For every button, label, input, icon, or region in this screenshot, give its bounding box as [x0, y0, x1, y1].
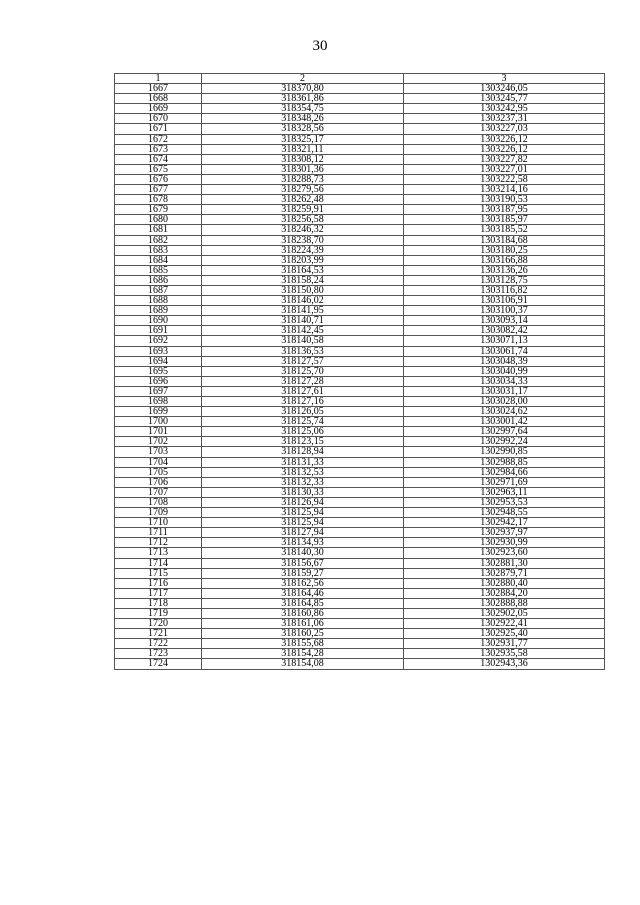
x-coordinate-cell: 318160,86	[202, 608, 404, 618]
y-coordinate-cell: 1302953,53	[404, 497, 605, 507]
table-row	[115, 629, 605, 639]
table-row	[115, 548, 605, 558]
y-coordinate-cell: 1302984,66	[404, 467, 605, 477]
point-number-cell: 1685	[115, 265, 202, 275]
x-coordinate-cell: 318348,26	[202, 114, 404, 124]
table-row	[115, 346, 605, 356]
table-row	[115, 326, 605, 336]
y-coordinate-cell: 1303082,42	[404, 326, 605, 336]
table-row	[115, 497, 605, 507]
x-coordinate-cell: 318140,30	[202, 548, 404, 558]
point-number-cell: 1716	[115, 578, 202, 588]
x-coordinate-cell: 318361,86	[202, 94, 404, 104]
point-number-cell: 1690	[115, 316, 202, 326]
x-coordinate-cell: 318288,73	[202, 174, 404, 184]
table-row	[115, 205, 605, 215]
x-coordinate-cell: 318224,39	[202, 245, 404, 255]
table-row	[115, 386, 605, 396]
table-row	[115, 457, 605, 467]
y-coordinate-cell: 1302922,41	[404, 619, 605, 629]
x-coordinate-cell: 318161,06	[202, 619, 404, 629]
table-row	[115, 245, 605, 255]
y-coordinate-cell: 1303106,91	[404, 296, 605, 306]
column-header-2: 2	[202, 74, 404, 84]
point-number-cell: 1721	[115, 629, 202, 639]
table-row	[115, 437, 605, 447]
point-number-cell: 1712	[115, 538, 202, 548]
point-number-cell: 1677	[115, 185, 202, 195]
table-row	[115, 265, 605, 275]
table-row	[115, 407, 605, 417]
y-coordinate-cell: 1303226,12	[404, 134, 605, 144]
x-coordinate-cell: 318132,53	[202, 467, 404, 477]
x-coordinate-cell: 318125,94	[202, 518, 404, 528]
point-number-cell: 1714	[115, 558, 202, 568]
y-coordinate-cell: 1302881,30	[404, 558, 605, 568]
x-coordinate-cell: 318154,28	[202, 649, 404, 659]
table-row	[115, 477, 605, 487]
y-coordinate-cell: 1303214,16	[404, 185, 605, 195]
point-number-cell: 1679	[115, 205, 202, 215]
table-row	[115, 316, 605, 326]
table-row	[115, 215, 605, 225]
y-coordinate-cell: 1303166,88	[404, 255, 605, 265]
y-coordinate-cell: 1303187,95	[404, 205, 605, 215]
x-coordinate-cell: 318127,28	[202, 376, 404, 386]
x-coordinate-cell: 318321,11	[202, 144, 404, 154]
table-row	[115, 397, 605, 407]
point-number-cell: 1703	[115, 447, 202, 457]
table-row	[115, 235, 605, 245]
x-coordinate-cell: 318141,95	[202, 306, 404, 316]
x-coordinate-cell: 318150,80	[202, 285, 404, 295]
y-coordinate-cell: 1302888,88	[404, 598, 605, 608]
table-row	[115, 255, 605, 265]
x-coordinate-cell: 318162,56	[202, 578, 404, 588]
point-number-cell: 1708	[115, 497, 202, 507]
point-number-cell: 1681	[115, 225, 202, 235]
page-number: 30	[312, 38, 328, 54]
x-coordinate-cell: 318158,24	[202, 275, 404, 285]
y-coordinate-cell: 1302925,40	[404, 629, 605, 639]
point-number-cell: 1687	[115, 285, 202, 295]
x-coordinate-cell: 318238,70	[202, 235, 404, 245]
point-number-cell: 1706	[115, 477, 202, 487]
table-body	[115, 84, 605, 669]
y-coordinate-cell: 1302971,69	[404, 477, 605, 487]
point-number-cell: 1713	[115, 548, 202, 558]
table-row	[115, 588, 605, 598]
x-coordinate-cell: 318123,15	[202, 437, 404, 447]
coordinates-table	[114, 73, 605, 670]
y-coordinate-cell: 1302937,97	[404, 528, 605, 538]
y-coordinate-cell: 1303100,37	[404, 306, 605, 316]
y-coordinate-cell: 1303222,58	[404, 174, 605, 184]
y-coordinate-cell: 1302948,55	[404, 508, 605, 518]
y-coordinate-cell: 1303040,99	[404, 366, 605, 376]
table-row	[115, 94, 605, 104]
x-coordinate-cell: 318125,74	[202, 417, 404, 427]
point-number-cell: 1698	[115, 397, 202, 407]
y-coordinate-cell: 1302931,77	[404, 639, 605, 649]
x-coordinate-cell: 318127,94	[202, 528, 404, 538]
table-row	[115, 619, 605, 629]
table-row	[115, 528, 605, 538]
y-coordinate-cell: 1303031,17	[404, 386, 605, 396]
x-coordinate-cell: 318126,94	[202, 497, 404, 507]
x-coordinate-cell: 318140,71	[202, 316, 404, 326]
y-coordinate-cell: 1303071,13	[404, 336, 605, 346]
y-coordinate-cell: 1303242,95	[404, 104, 605, 114]
x-coordinate-cell: 318259,91	[202, 205, 404, 215]
table-row	[115, 447, 605, 457]
table-row	[115, 185, 605, 195]
x-coordinate-cell: 318134,93	[202, 538, 404, 548]
x-coordinate-cell: 318130,33	[202, 487, 404, 497]
y-coordinate-cell: 1302902,05	[404, 608, 605, 618]
table-row	[115, 285, 605, 295]
y-coordinate-cell: 1303024,62	[404, 407, 605, 417]
table-row	[115, 467, 605, 477]
table-row	[115, 427, 605, 437]
point-number-cell: 1715	[115, 568, 202, 578]
x-coordinate-cell: 318246,32	[202, 225, 404, 235]
x-coordinate-cell: 318125,06	[202, 427, 404, 437]
table-row	[115, 124, 605, 134]
point-number-cell: 1702	[115, 437, 202, 447]
table-row	[115, 659, 605, 669]
y-coordinate-cell: 1302879,71	[404, 568, 605, 578]
point-number-cell: 1684	[115, 255, 202, 265]
table-row	[115, 518, 605, 528]
table-row	[115, 144, 605, 154]
y-coordinate-cell: 1303001,42	[404, 417, 605, 427]
y-coordinate-cell: 1302942,17	[404, 518, 605, 528]
y-coordinate-cell: 1303184,68	[404, 235, 605, 245]
point-number-cell: 1680	[115, 215, 202, 225]
x-coordinate-cell: 318308,12	[202, 154, 404, 164]
x-coordinate-cell: 318126,05	[202, 407, 404, 417]
point-number-cell: 1678	[115, 195, 202, 205]
point-number-cell: 1704	[115, 457, 202, 467]
x-coordinate-cell: 318142,45	[202, 326, 404, 336]
point-number-cell: 1688	[115, 296, 202, 306]
x-coordinate-cell: 318127,16	[202, 397, 404, 407]
table-row	[115, 568, 605, 578]
table-row	[115, 649, 605, 659]
table-row	[115, 356, 605, 366]
point-number-cell: 1718	[115, 598, 202, 608]
table-row	[115, 275, 605, 285]
y-coordinate-cell: 1302884,20	[404, 588, 605, 598]
y-coordinate-cell: 1303245,77	[404, 94, 605, 104]
table-row	[115, 154, 605, 164]
point-number-cell: 1697	[115, 386, 202, 396]
column-header-1: 1	[115, 74, 202, 84]
point-number-cell: 1686	[115, 275, 202, 285]
y-coordinate-cell: 1303237,31	[404, 114, 605, 124]
point-number-cell: 1717	[115, 588, 202, 598]
point-number-cell: 1674	[115, 154, 202, 164]
point-number-cell: 1694	[115, 356, 202, 366]
y-coordinate-cell: 1303227,03	[404, 124, 605, 134]
point-number-cell: 1672	[115, 134, 202, 144]
point-number-cell: 1700	[115, 417, 202, 427]
column-header-3: 3	[404, 74, 605, 84]
y-coordinate-cell: 1303028,00	[404, 397, 605, 407]
y-coordinate-cell: 1303116,82	[404, 285, 605, 295]
point-number-cell: 1667	[115, 84, 202, 94]
x-coordinate-cell: 318279,56	[202, 185, 404, 195]
point-number-cell: 1724	[115, 659, 202, 669]
x-coordinate-cell: 318131,33	[202, 457, 404, 467]
x-coordinate-cell: 318128,94	[202, 447, 404, 457]
x-coordinate-cell: 318146,02	[202, 296, 404, 306]
table-row	[115, 578, 605, 588]
x-coordinate-cell: 318164,46	[202, 588, 404, 598]
point-number-cell: 1719	[115, 608, 202, 618]
table-row	[115, 508, 605, 518]
point-number-cell: 1710	[115, 518, 202, 528]
table-row	[115, 417, 605, 427]
x-coordinate-cell: 318164,85	[202, 598, 404, 608]
point-number-cell: 1675	[115, 164, 202, 174]
x-coordinate-cell: 318125,70	[202, 366, 404, 376]
table-row	[115, 225, 605, 235]
table-row	[115, 376, 605, 386]
x-coordinate-cell: 318301,36	[202, 164, 404, 174]
y-coordinate-cell: 1302990,85	[404, 447, 605, 457]
x-coordinate-cell: 318127,57	[202, 356, 404, 366]
table-row	[115, 487, 605, 497]
point-number-cell: 1711	[115, 528, 202, 538]
point-number-cell: 1671	[115, 124, 202, 134]
point-number-cell: 1691	[115, 326, 202, 336]
y-coordinate-cell: 1303226,12	[404, 144, 605, 154]
table-row	[115, 134, 605, 144]
x-coordinate-cell: 318154,08	[202, 659, 404, 669]
y-coordinate-cell: 1303048,39	[404, 356, 605, 366]
point-number-cell: 1669	[115, 104, 202, 114]
y-coordinate-cell: 1302963,11	[404, 487, 605, 497]
point-number-cell: 1723	[115, 649, 202, 659]
x-coordinate-cell: 318136,53	[202, 346, 404, 356]
y-coordinate-cell: 1303180,25	[404, 245, 605, 255]
x-coordinate-cell: 318125,94	[202, 508, 404, 518]
table-row	[115, 104, 605, 114]
table-row	[115, 84, 605, 94]
y-coordinate-cell: 1303190,53	[404, 195, 605, 205]
y-coordinate-cell: 1303128,75	[404, 275, 605, 285]
y-coordinate-cell: 1303185,52	[404, 225, 605, 235]
x-coordinate-cell: 318132,33	[202, 477, 404, 487]
point-number-cell: 1693	[115, 346, 202, 356]
point-number-cell: 1696	[115, 376, 202, 386]
y-coordinate-cell: 1302935,58	[404, 649, 605, 659]
x-coordinate-cell: 318127,61	[202, 386, 404, 396]
y-coordinate-cell: 1303093,14	[404, 316, 605, 326]
x-coordinate-cell: 318164,53	[202, 265, 404, 275]
y-coordinate-cell: 1303034,33	[404, 376, 605, 386]
table-row	[115, 306, 605, 316]
x-coordinate-cell: 318370,80	[202, 84, 404, 94]
table-header-row	[115, 74, 605, 84]
y-coordinate-cell: 1303246,05	[404, 84, 605, 94]
x-coordinate-cell: 318256,58	[202, 215, 404, 225]
table-row	[115, 366, 605, 376]
y-coordinate-cell: 1303227,01	[404, 164, 605, 174]
y-coordinate-cell: 1302992,24	[404, 437, 605, 447]
table-row	[115, 558, 605, 568]
y-coordinate-cell: 1302943,36	[404, 659, 605, 669]
y-coordinate-cell: 1302988,85	[404, 457, 605, 467]
y-coordinate-cell: 1303136,26	[404, 265, 605, 275]
x-coordinate-cell: 318140,58	[202, 336, 404, 346]
x-coordinate-cell: 318328,56	[202, 124, 404, 134]
point-number-cell: 1676	[115, 174, 202, 184]
table-row	[115, 608, 605, 618]
table-row	[115, 114, 605, 124]
point-number-cell: 1722	[115, 639, 202, 649]
y-coordinate-cell: 1302880,40	[404, 578, 605, 588]
point-number-cell: 1699	[115, 407, 202, 417]
x-coordinate-cell: 318159,27	[202, 568, 404, 578]
x-coordinate-cell: 318156,67	[202, 558, 404, 568]
point-number-cell: 1668	[115, 94, 202, 104]
y-coordinate-cell: 1303061,74	[404, 346, 605, 356]
point-number-cell: 1673	[115, 144, 202, 154]
x-coordinate-cell: 318160,25	[202, 629, 404, 639]
table-row	[115, 538, 605, 548]
table-row	[115, 296, 605, 306]
x-coordinate-cell: 318354,75	[202, 104, 404, 114]
y-coordinate-cell: 1302923,60	[404, 548, 605, 558]
table-row	[115, 598, 605, 608]
table-row	[115, 174, 605, 184]
point-number-cell: 1683	[115, 245, 202, 255]
point-number-cell: 1701	[115, 427, 202, 437]
table-row	[115, 639, 605, 649]
x-coordinate-cell: 318325,17	[202, 134, 404, 144]
x-coordinate-cell: 318203,99	[202, 255, 404, 265]
point-number-cell: 1709	[115, 508, 202, 518]
table-row	[115, 164, 605, 174]
point-number-cell: 1707	[115, 487, 202, 497]
y-coordinate-cell: 1303227,82	[404, 154, 605, 164]
point-number-cell: 1720	[115, 619, 202, 629]
y-coordinate-cell: 1303185,97	[404, 215, 605, 225]
point-number-cell: 1692	[115, 336, 202, 346]
table-row	[115, 195, 605, 205]
x-coordinate-cell: 318262,48	[202, 195, 404, 205]
point-number-cell: 1682	[115, 235, 202, 245]
point-number-cell: 1695	[115, 366, 202, 376]
x-coordinate-cell: 318155,68	[202, 639, 404, 649]
y-coordinate-cell: 1302930,99	[404, 538, 605, 548]
point-number-cell: 1705	[115, 467, 202, 477]
y-coordinate-cell: 1302997,64	[404, 427, 605, 437]
point-number-cell: 1670	[115, 114, 202, 124]
point-number-cell: 1689	[115, 306, 202, 316]
table-row	[115, 336, 605, 346]
